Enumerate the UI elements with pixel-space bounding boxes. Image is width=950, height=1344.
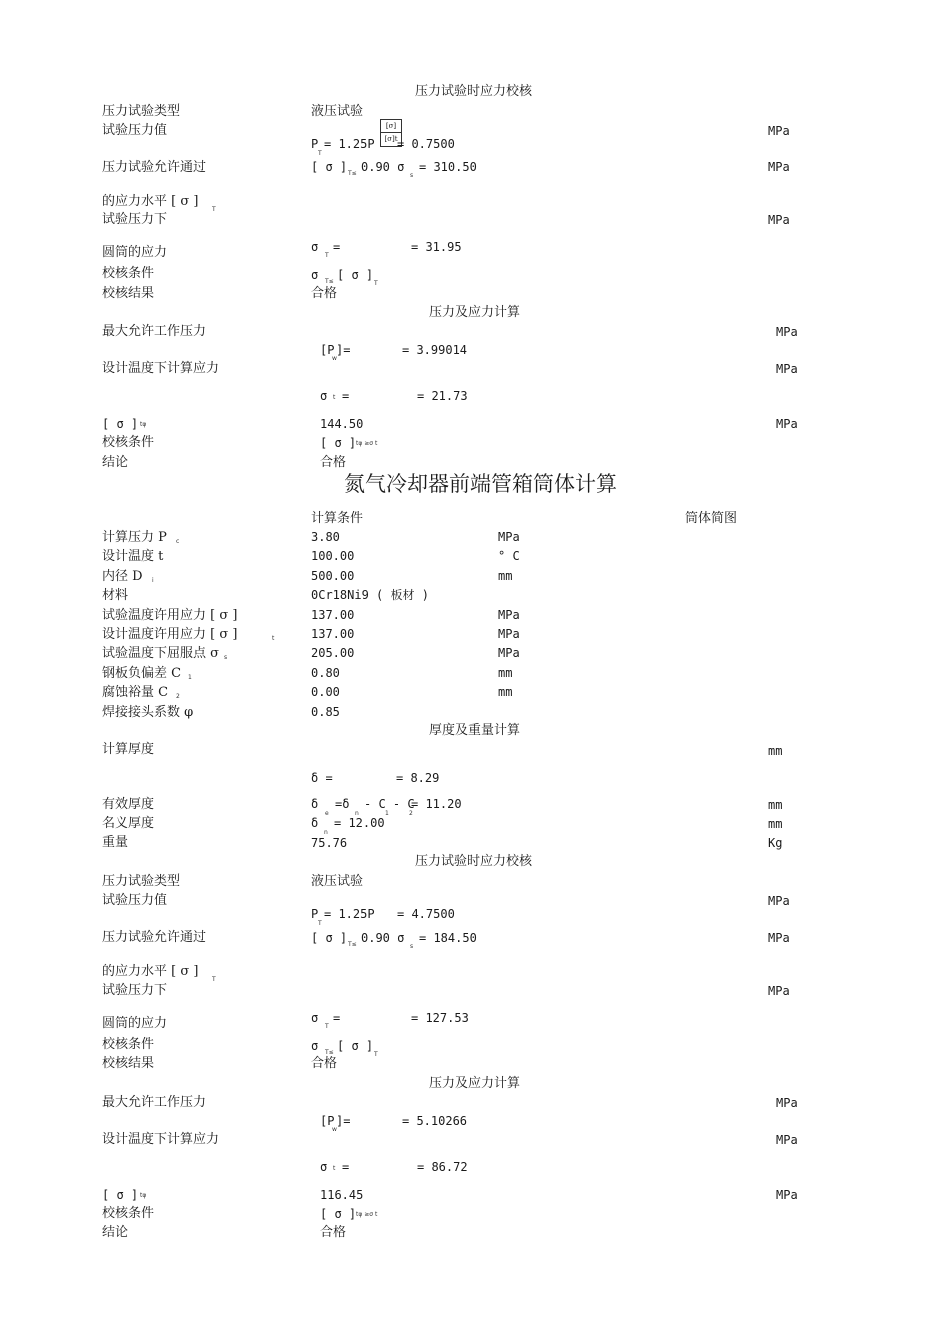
s1-sigma-t-sub: T bbox=[325, 252, 329, 259]
calc-row-unit: ° C bbox=[498, 549, 520, 563]
calc-row-unit: MPa bbox=[498, 646, 520, 660]
calc-row-label: 计算压力 P bbox=[102, 530, 167, 545]
thick-weight-value: 75.76 bbox=[311, 836, 348, 850]
s2-sigma: σ bbox=[320, 389, 328, 403]
s1-test-type-label: 压力试验类型 bbox=[102, 104, 181, 119]
s1-check-rhs-sub: T bbox=[374, 280, 378, 287]
s1-sigma-eq: = bbox=[333, 240, 341, 254]
s2-design-label: 设计温度下计算应力 bbox=[102, 361, 220, 376]
thick-unit-3: mm bbox=[768, 817, 783, 831]
s4-allow-value: 116.45 bbox=[320, 1188, 364, 1202]
thick-nom-sub: n bbox=[324, 829, 328, 836]
s2-unit-3: MPa bbox=[776, 417, 798, 431]
s3-stress-label-1: 试验压力下 bbox=[102, 983, 168, 998]
s2-unit-2: MPa bbox=[776, 362, 798, 376]
calc-row-unit: mm bbox=[498, 685, 513, 699]
s1-check-expr: σ bbox=[311, 268, 319, 282]
calc-row-unit: MPa bbox=[498, 530, 520, 544]
s3-check-expr: σ bbox=[311, 1039, 319, 1053]
s1-heading: 压力试验时应力校核 bbox=[415, 84, 533, 99]
s4-pw: [P bbox=[320, 1114, 335, 1128]
s2-mawp-label: 最大允许工作压力 bbox=[102, 324, 207, 339]
s1-allow-formula: [ σ ] bbox=[311, 160, 348, 174]
calc-row-value: 137.00 bbox=[311, 608, 355, 622]
s1-unit-3: MPa bbox=[768, 213, 790, 227]
calc-row-label-sub: i bbox=[152, 577, 154, 584]
s3-sigma-value: = 127.53 bbox=[411, 1011, 469, 1025]
s1-unit-2: MPa bbox=[768, 160, 790, 174]
calc-row-unit: MPa bbox=[498, 608, 520, 622]
calc-row-label-sub: c bbox=[176, 538, 180, 545]
thick-eff-rest: - C - C bbox=[364, 797, 415, 811]
calc-row-value: 0.80 bbox=[311, 666, 340, 680]
calc-row-label: 焊接接头系数 φ bbox=[102, 705, 194, 720]
s3-test-type-label: 压力试验类型 bbox=[102, 874, 181, 889]
s2-check-label: 校核条件 bbox=[102, 435, 155, 450]
s1-sigma-value: = 31.95 bbox=[411, 240, 462, 254]
s1-sigma-t: σ bbox=[311, 240, 319, 254]
s2-pw: [P bbox=[320, 343, 335, 357]
s3-test-type-value: 液压试验 bbox=[311, 874, 364, 889]
s3-sigma-t: σ bbox=[311, 1011, 319, 1025]
s1-allow-expr: 0.90 σ bbox=[361, 160, 405, 174]
calc-row-label: 试验温度许用应力 [ σ ] bbox=[102, 608, 238, 623]
thick-eff-sub4: 2 bbox=[409, 810, 413, 817]
s4-conclusion-label: 结论 bbox=[102, 1225, 129, 1240]
calc-row-unit: mm bbox=[498, 569, 513, 583]
s3-check-rhs: [ σ ] bbox=[337, 1039, 374, 1053]
s4-design-label: 设计温度下计算应力 bbox=[102, 1132, 220, 1147]
s2-conclusion-value: 合格 bbox=[320, 455, 347, 470]
calc-header-left: 计算条件 bbox=[311, 511, 364, 526]
calc-row-value: 100.00 bbox=[311, 549, 355, 563]
thick-nom-expr: δ bbox=[311, 816, 319, 830]
s2-sigma-sub: t bbox=[333, 394, 336, 401]
s3-heading: 压力试验时应力校核 bbox=[415, 854, 533, 869]
s3-pt-formula: = 1.25P bbox=[324, 907, 375, 921]
s1-stress-label-2: 圆筒的应力 bbox=[102, 245, 168, 260]
s1-allow-label-1: 压力试验允许通过 bbox=[102, 160, 207, 175]
s3-allow-label-2-sub: T bbox=[212, 976, 216, 983]
s1-pt-formula: = 1.25P bbox=[324, 137, 375, 151]
s1-stress-label-1: 试验压力下 bbox=[102, 212, 168, 227]
s3-check-label: 校核条件 bbox=[102, 1037, 155, 1052]
calc-row-value: 205.00 bbox=[311, 646, 355, 660]
s3-result-label: 校核结果 bbox=[102, 1056, 155, 1071]
s3-sigma-t-sub: T bbox=[325, 1023, 329, 1030]
calc-row-label-sub: 1 bbox=[188, 674, 192, 681]
thick-eff-sub: e bbox=[325, 810, 329, 817]
s4-heading: 压力及应力计算 bbox=[429, 1076, 521, 1091]
s3-sigma-eq: = bbox=[333, 1011, 341, 1025]
s1-allow-sub2: s bbox=[410, 172, 414, 179]
calc-row-unit: mm bbox=[498, 666, 513, 680]
s3-result-value: 合格 bbox=[311, 1056, 338, 1071]
thick-delta-expr: δ = bbox=[311, 771, 333, 785]
s3-pt-value: = 4.7500 bbox=[397, 907, 455, 921]
s1-allow-sub: T≤ bbox=[348, 170, 357, 177]
s3-check-rhs-sub: T bbox=[374, 1051, 378, 1058]
s1-test-pressure-label: 试验压力值 bbox=[102, 123, 168, 138]
s4-pw-close: ]= bbox=[336, 1114, 351, 1128]
thick-heading: 厚度及重量计算 bbox=[429, 723, 521, 738]
s4-allow-label: [ σ ] bbox=[102, 1188, 139, 1202]
s2-heading: 压力及应力计算 bbox=[429, 305, 521, 320]
s3-stress-label-2: 圆筒的应力 bbox=[102, 1016, 168, 1031]
s3-pt-lhs: P bbox=[311, 907, 319, 921]
s2-allow-value: 144.50 bbox=[320, 417, 364, 431]
s2-unit-1: MPa bbox=[776, 325, 798, 339]
calc-row-value: 500.00 bbox=[311, 569, 355, 583]
calc-row-label-sub: s bbox=[224, 654, 228, 661]
s3-allow-formula: [ σ ] bbox=[311, 931, 348, 945]
s3-allow-label-1: 压力试验允许通过 bbox=[102, 930, 207, 945]
calc-row-label: 设计温度许用应力 [ σ ] bbox=[102, 627, 238, 642]
s3-allow-label-2: 的应力水平 [ σ ] bbox=[102, 964, 199, 979]
calc-row-label: 材料 bbox=[102, 588, 129, 603]
s2-check-sub: tφ ≥σ t bbox=[356, 440, 378, 447]
s1-pt-value: = 0.7500 bbox=[397, 137, 455, 151]
s1-allow-label-2: 的应力水平 [ σ ] bbox=[102, 194, 199, 209]
thick-nom-label: 名义厚度 bbox=[102, 816, 155, 831]
s4-pw-sub: w bbox=[332, 1126, 337, 1133]
s3-check-sub: T≤ bbox=[325, 1049, 334, 1056]
thick-nom-value: = 12.00 bbox=[334, 816, 385, 830]
s4-conclusion-value: 合格 bbox=[320, 1225, 347, 1240]
calc-row-unit: MPa bbox=[498, 627, 520, 641]
s4-check-expr: [ σ ] bbox=[320, 1207, 357, 1221]
s1-allow-value: = 310.50 bbox=[419, 160, 477, 174]
s1-frac-bottom: [σ]t bbox=[384, 135, 398, 143]
calc-row-label: 设计温度 t bbox=[102, 549, 164, 564]
s1-frac-top: [σ] bbox=[381, 120, 401, 133]
calc-row-label: 腐蚀裕量 C bbox=[102, 685, 169, 700]
s1-test-type-value: 液压试验 bbox=[311, 104, 364, 119]
s2-pw-close: ]= bbox=[336, 343, 351, 357]
s3-allow-sub2: s bbox=[410, 943, 414, 950]
s4-sigma: σ bbox=[320, 1160, 328, 1174]
s3-pt-sub: T bbox=[318, 920, 322, 927]
s1-pt-lhs: P bbox=[311, 137, 319, 151]
s2-allow-sub: tφ bbox=[140, 421, 147, 428]
s3-allow-sub: T≤ bbox=[348, 941, 357, 948]
s1-check-label: 校核条件 bbox=[102, 266, 155, 281]
s4-sigma-eq: = bbox=[342, 1160, 350, 1174]
thick-eff-sub3: 1 bbox=[385, 810, 389, 817]
calc-header-right: 筒体简图 bbox=[685, 511, 738, 526]
calc-row-value: 0Cr18Ni9 ( 板材 ) bbox=[311, 588, 429, 602]
s2-pw-sub: w bbox=[332, 355, 337, 362]
s1-result-label: 校核结果 bbox=[102, 286, 155, 301]
thick-eff-value: = 11.20 bbox=[411, 797, 462, 811]
s4-check-sub: tφ ≥σ t bbox=[356, 1211, 378, 1218]
s1-unit-1: MPa bbox=[768, 124, 790, 138]
s1-pt-sub: T bbox=[318, 150, 322, 157]
s4-unit-3: MPa bbox=[776, 1188, 798, 1202]
calc-row-label-sub: t bbox=[272, 635, 275, 642]
s2-allow-label: [ σ ] bbox=[102, 417, 139, 431]
s2-pw-value: = 3.99014 bbox=[402, 343, 468, 357]
s3-allow-expr: 0.90 σ bbox=[361, 931, 405, 945]
calc-row-label: 钢板负偏差 C bbox=[102, 666, 182, 681]
s4-sigma-sub: t bbox=[333, 1165, 336, 1172]
page-title: 氮气冷却器前端管箱筒体计算 bbox=[344, 472, 617, 496]
s3-unit-2: MPa bbox=[768, 931, 790, 945]
thick-eff-label: 有效厚度 bbox=[102, 797, 155, 812]
s4-check-label: 校核条件 bbox=[102, 1206, 155, 1221]
calc-row-value: 0.00 bbox=[311, 685, 340, 699]
calc-row-value: 3.80 bbox=[311, 530, 340, 544]
s3-allow-value: = 184.50 bbox=[419, 931, 477, 945]
calc-row-label: 内径 D bbox=[102, 569, 143, 584]
thick-calc-label: 计算厚度 bbox=[102, 742, 155, 757]
thick-eff-expr: δ bbox=[311, 797, 319, 811]
s4-pw-value: = 5.10266 bbox=[402, 1114, 468, 1128]
calc-row-value: 0.85 bbox=[311, 705, 340, 719]
s2-check-expr: [ σ ] bbox=[320, 436, 357, 450]
calc-row-value: 137.00 bbox=[311, 627, 355, 641]
s2-sigma-eq: = bbox=[342, 389, 350, 403]
thick-weight-unit: Kg bbox=[768, 836, 783, 850]
s3-unit-1: MPa bbox=[768, 894, 790, 908]
s3-test-pressure-label: 试验压力值 bbox=[102, 893, 168, 908]
s4-unit-1: MPa bbox=[776, 1096, 798, 1110]
thick-unit-1: mm bbox=[768, 744, 783, 758]
s1-check-rhs: [ σ ] bbox=[337, 268, 374, 282]
s1-check-sub: T≤ bbox=[325, 278, 334, 285]
s4-allow-sub: tφ bbox=[140, 1192, 147, 1199]
s1-result-value: 合格 bbox=[311, 286, 338, 301]
thick-eff-mid: =δ bbox=[335, 797, 350, 811]
calc-row-label-sub: 2 bbox=[176, 693, 180, 700]
s2-sigma-value: = 21.73 bbox=[417, 389, 468, 403]
calc-row-label: 试验温度下屈服点 σ bbox=[102, 646, 220, 661]
thick-eff-sub2: n bbox=[355, 810, 359, 817]
thick-delta-value: = 8.29 bbox=[396, 771, 440, 785]
thick-weight-label: 重量 bbox=[102, 835, 129, 850]
thick-unit-2: mm bbox=[768, 798, 783, 812]
s4-sigma-value: = 86.72 bbox=[417, 1160, 468, 1174]
s1-allow-label-2-sub: T bbox=[212, 206, 216, 213]
s2-conclusion-label: 结论 bbox=[102, 455, 129, 470]
s4-mawp-label: 最大允许工作压力 bbox=[102, 1095, 207, 1110]
s4-unit-2: MPa bbox=[776, 1133, 798, 1147]
s3-unit-3: MPa bbox=[768, 984, 790, 998]
